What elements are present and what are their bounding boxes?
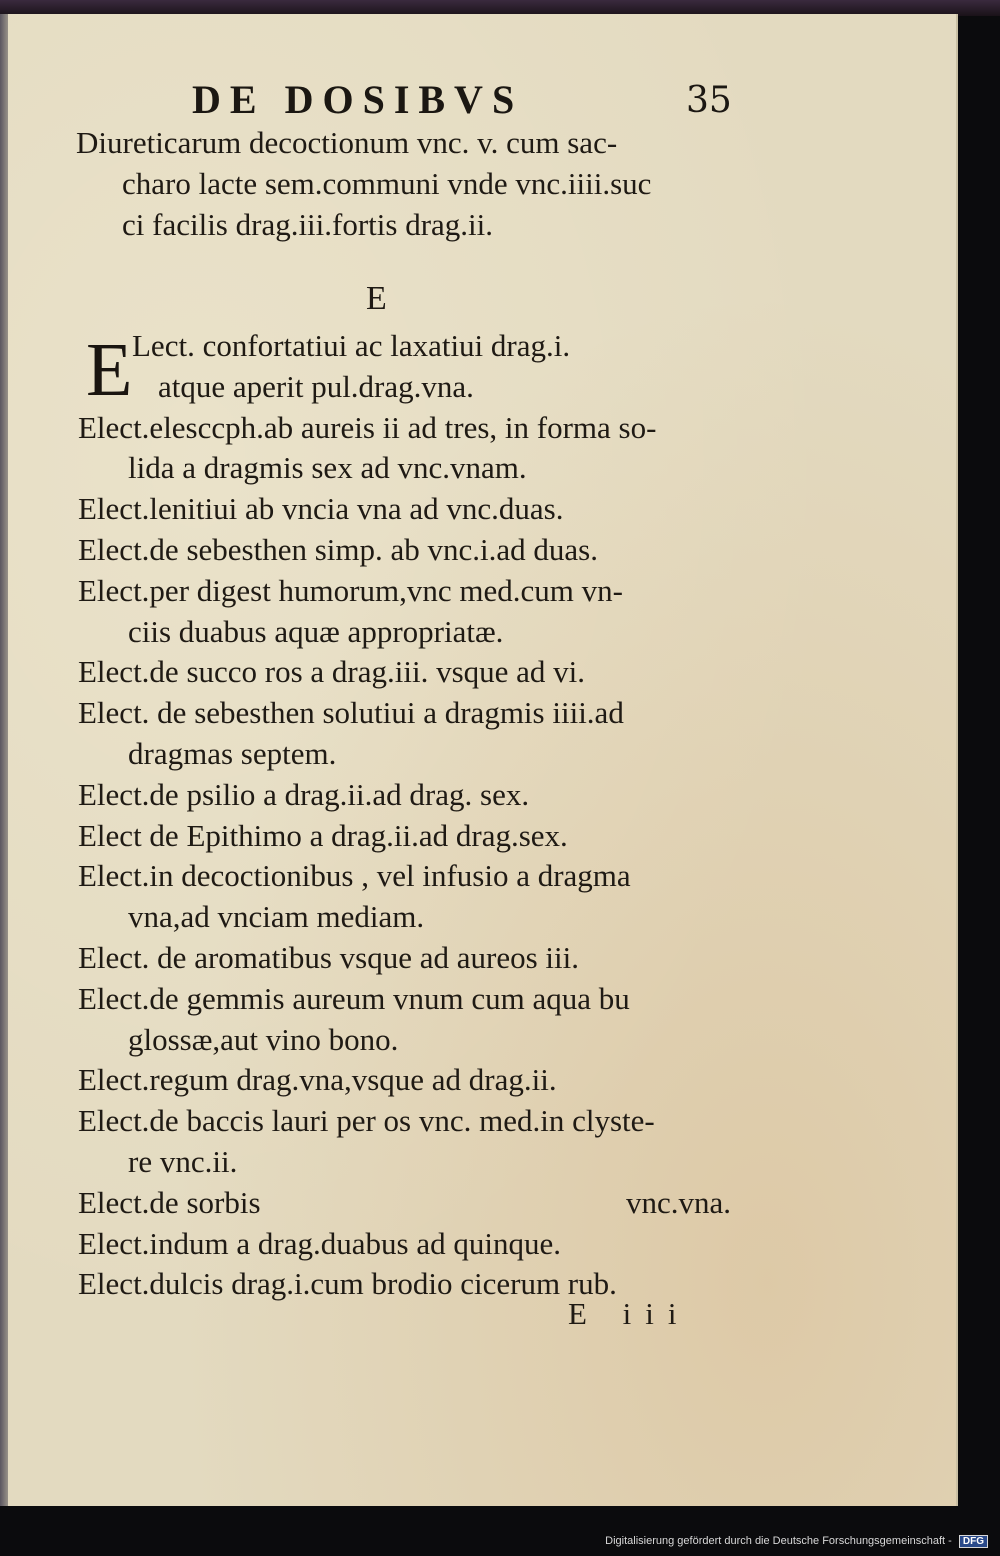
entry-dose: vnc.vna. <box>626 1184 732 1220</box>
entry-text: Elect.de succo ros a drag.iii. vsque ad vi. <box>78 654 586 690</box>
entry-text: Elect.elesccph.ab aureis ii ad tres, in forma so- <box>78 409 657 445</box>
entry-text: Elect.lenitiui ab vncia vna ad vnc.duas. <box>78 491 564 527</box>
entry-line <box>78 612 778 653</box>
entry-line <box>78 1183 778 1224</box>
entry-line <box>78 530 778 571</box>
entry-text: dragmas septem. <box>128 735 337 771</box>
entry-text: Elect.per digest humorum,vnc med.cum vn- <box>78 572 623 608</box>
entry-text: lida a dragmis sex ad vnc.vnam. <box>128 450 527 486</box>
entry-text: Elect. de aromatibus vsque ad aureos iii. <box>78 939 580 975</box>
entry-text: Elect.in decoctionibus , vel infusio a dragma <box>78 858 631 894</box>
catchword: E iii <box>568 1296 691 1331</box>
entry-line <box>78 1224 778 1265</box>
section-heading: E <box>366 280 387 317</box>
entry-line <box>78 775 778 816</box>
entry-line <box>78 856 778 897</box>
entry-text: Elect.de psilio a drag.ii.ad drag. sex. <box>78 776 530 812</box>
entry-text: Elect.indum a drag.duabus ad quinque. <box>78 1225 561 1261</box>
entry-text: Elect.regum drag.vna,vsque ad drag.ii. <box>78 1062 557 1098</box>
entry-text: Elect.de sebesthen simp. ab vnc.i.ad duas. <box>78 531 598 567</box>
entry-text: Lect. confortatiui ac laxatiui drag.i. <box>132 328 571 363</box>
entry-text: glossæ,aut vino bono. <box>128 1021 399 1057</box>
text-line: Diureticarum decoctionum vnc. v. cum sac- <box>76 125 618 160</box>
text-line: charo lacte sem.communi vnde vnc.iiii.suc <box>122 166 652 201</box>
entry-line <box>78 897 778 938</box>
entry-line <box>78 326 778 367</box>
entry-line <box>78 1101 778 1142</box>
entry-line <box>78 734 778 775</box>
entry-text: vna,ad vnciam mediam. <box>128 899 425 935</box>
opening-paragraph <box>76 122 766 245</box>
page-number: 35 <box>686 80 732 121</box>
entry-list <box>78 326 778 1305</box>
entry-line <box>78 693 778 734</box>
entry-text: re vnc.ii. <box>128 1143 238 1179</box>
entry-text: Elect.de baccis lauri per os vnc. med.in clyste- <box>78 1103 655 1139</box>
entry-line <box>78 979 778 1020</box>
entry-text: Elect.de sorbis <box>78 1184 261 1220</box>
text-line: ci facilis drag.iii.fortis drag.ii. <box>122 207 494 242</box>
entry-line <box>78 489 778 530</box>
running-title: DE DOSIBVS <box>192 77 524 122</box>
entry-line <box>78 571 778 612</box>
entry-line <box>78 367 778 408</box>
drop-cap: E <box>86 328 133 412</box>
entry-text: Elect de Epithimo a drag.ii.ad drag.sex. <box>78 817 568 853</box>
entry-line <box>78 1020 778 1061</box>
entry-line <box>78 938 778 979</box>
entry-line <box>78 448 778 489</box>
entry-text: Elect. de sebesthen solutiui a dragmis iiii.ad <box>78 695 624 731</box>
entry-line <box>78 652 778 693</box>
entry-text: Elect.dulcis drag.i.cum brodio cicerum rub. <box>78 1266 617 1302</box>
dfg-logo: DFG <box>959 1535 988 1548</box>
entry-line <box>78 1142 778 1183</box>
entry-text: Elect.de gemmis aureum vnum cum aqua bu <box>78 980 630 1016</box>
entry-text: ciis duabus aquæ appropriatæ. <box>128 613 504 649</box>
entry-line <box>78 1060 778 1101</box>
entry-line <box>78 408 778 449</box>
running-head <box>192 76 752 122</box>
entry-line <box>78 816 778 857</box>
entry-text: atque aperit pul.drag.vna. <box>158 368 474 404</box>
credit-text: Digitalisierung gefördert durch die Deutsche Forschungsgemeinschaft - <box>605 1535 952 1547</box>
digitization-credit <box>605 1535 988 1548</box>
